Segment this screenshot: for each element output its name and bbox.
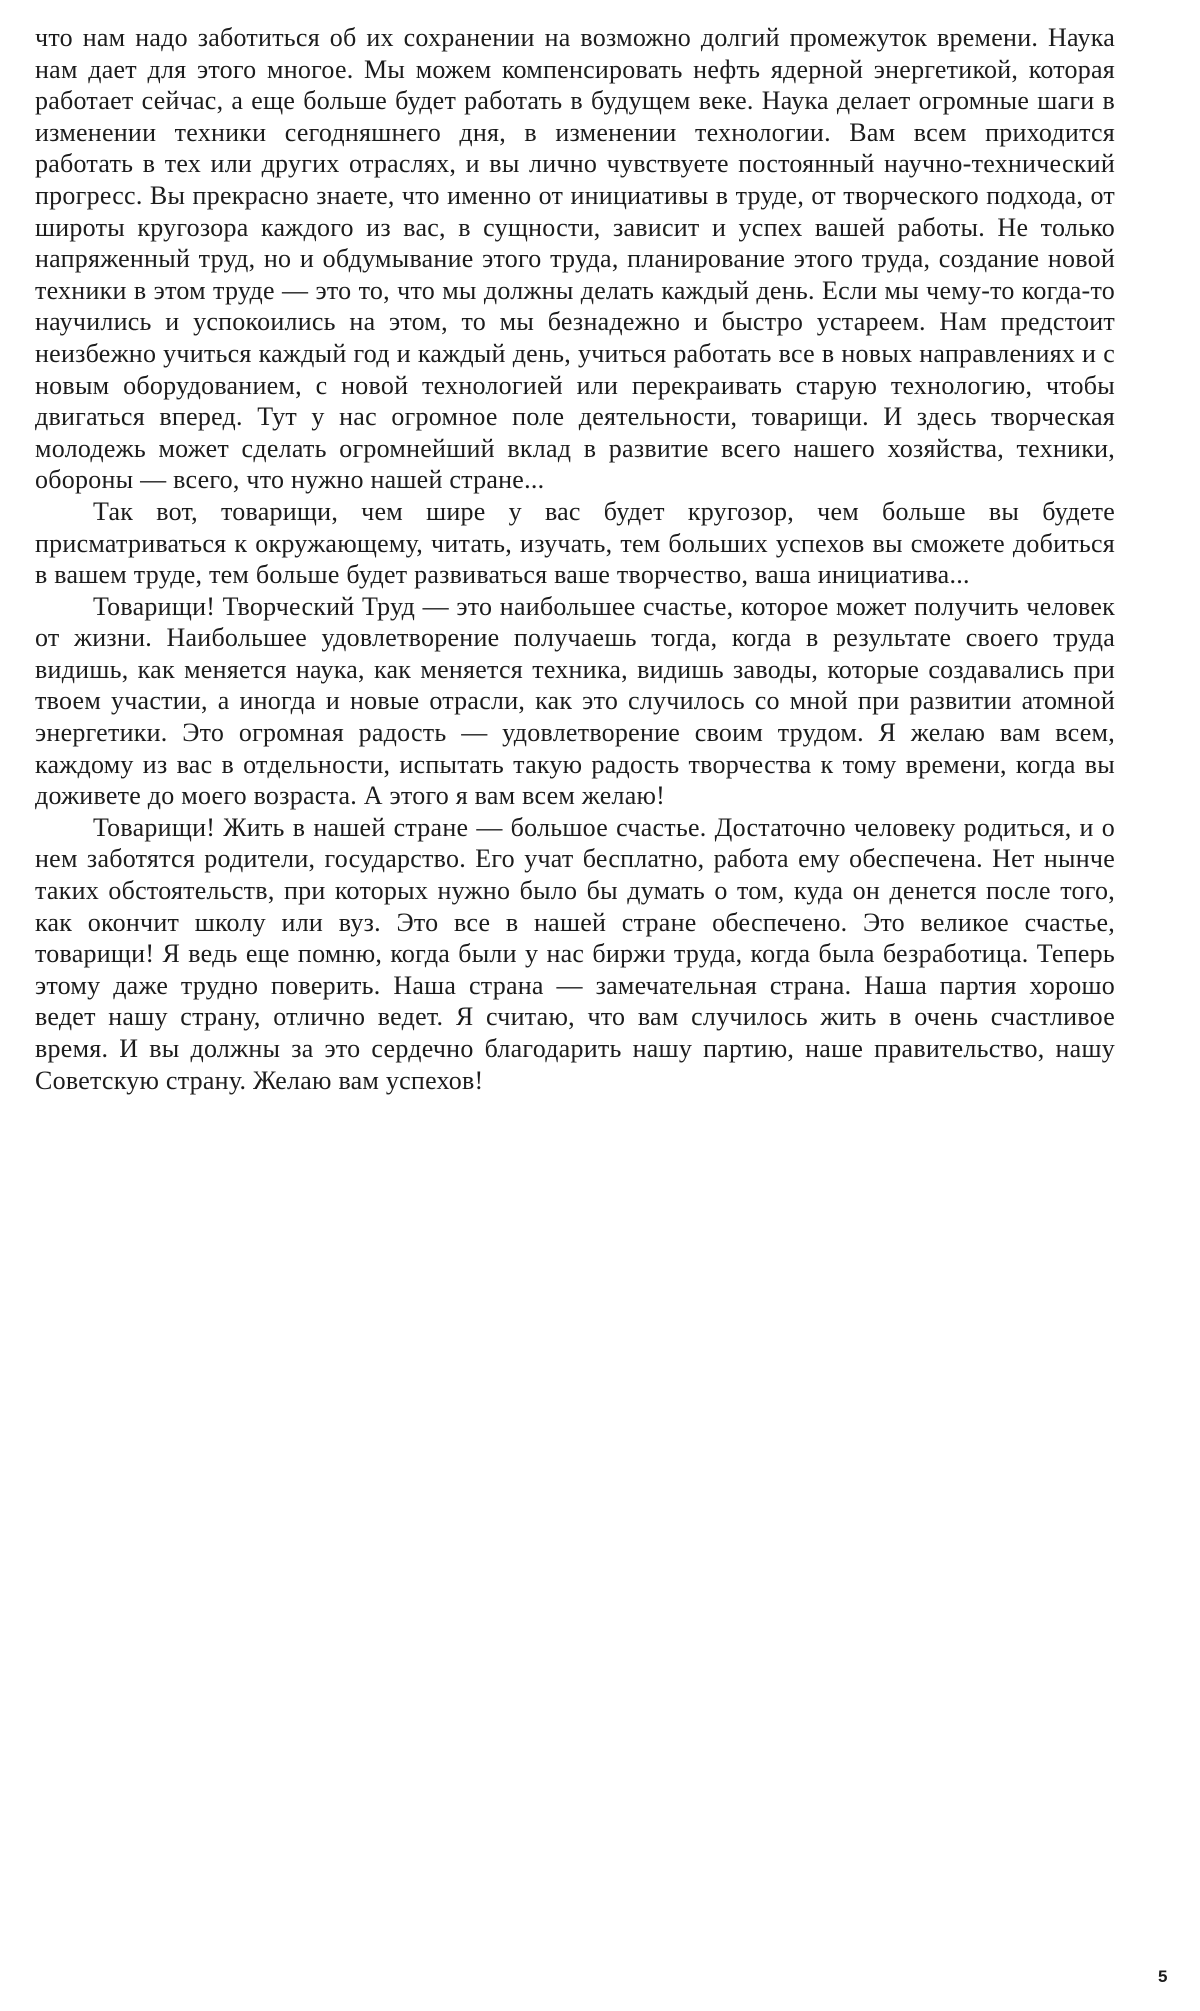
- paragraph-3: Товарищи! Творческий Труд — это наибольшее счастье, которое может получить человек от жизни. Наибольшее удовлетворение получаешь тогда, когда в результате своего труда видишь, как меняется наука, как меняется техника, видишь заводы, которые создавались при твоем участии, а иногда и новые отрасли, как это случилось со мной при развитии атомной энергетики. Это огромная радость — удовлетворение своим трудом. Я желаю вам всем, каждому из вас в отдельности, испытать такую радость творчества к тому времени, когда вы доживете до моего возраста. А этого я вам всем желаю!: [35, 591, 1115, 811]
- paragraph-2: Так вот, товарищи, чем шире у вас будет кругозор, чем больше вы будете присматриваться к окружающему, читать, изучать, тем больших успехов вы сможете добиться в вашем труде, тем больше будет развиваться ваше творчество, ваша инициатива...: [35, 496, 1115, 590]
- paragraph-4: Товарищи! Жить в нашей стране — большое счастье. Достаточно человеку родиться, и о нем заботятся родители, государство. Его учат бесплатно, работа ему обеспечена. Нет нынче таких обстоятельств, при которых нужно было бы думать о том, куда он денется после того, как окончит школу или вуз. Это все в нашей стране обеспечено. Это великое счастье, товарищи! Я ведь еще помню, когда были у нас биржи труда, когда была безработица. Теперь этому даже трудно поверить. Наша страна — замечательная страна. Наша партия хорошо ведет нашу страну, отлично ведет. Я считаю, что вам случилось жить в очень счастливое время. И вы должны за это сердечно благодарить нашу партию, наше правительство, нашу Советскую страну. Желаю вам успехов!: [35, 812, 1115, 1095]
- body-text: [35, 22, 1115, 1096]
- page-number: 5: [1158, 1967, 1168, 1986]
- paragraph-1: что нам надо заботиться об их сохранении на возможно долгий промежуток времени. Наука нам дает для этого многое. Мы можем компенсировать нефть ядерной энергетикой, которая работает сейчас, а еще больше будет работать в будущем веке. Наука делает огромные шаги в изменении техники сегодняшнего дня, в изменении технологии. Вам всем приходится работать в тех или других отраслях, и вы лично чувствуете постоянный научно-технический прогресс. Вы прекрасно знаете, что именно от инициативы в труде, от творческого подхода, от широты кругозора каждого из вас, в сущности, зависит и успех вашей работы. Не только напряженный труд, но и обдумывание этого труда, планирование этого труда, создание новой техники в этом труде — это то, что мы должны делать каждый день. Если мы чему-то когда-то научились и успокоились на этом, то мы безнадежно и быстро устареем. Нам предстоит неизбежно учиться каждый год и каждый день, учиться работать все в новых направлениях и с новым оборудованием, с новой технологией или перекраивать старую технологию, чтобы двигаться вперед. Тут у нас огромное поле деятельности, товарищи. И здесь творческая молодежь может сделать огромнейший вклад в развитие всего нашего хозяйства, техники, обороны — всего, что нужно нашей стране...: [35, 23, 1115, 495]
